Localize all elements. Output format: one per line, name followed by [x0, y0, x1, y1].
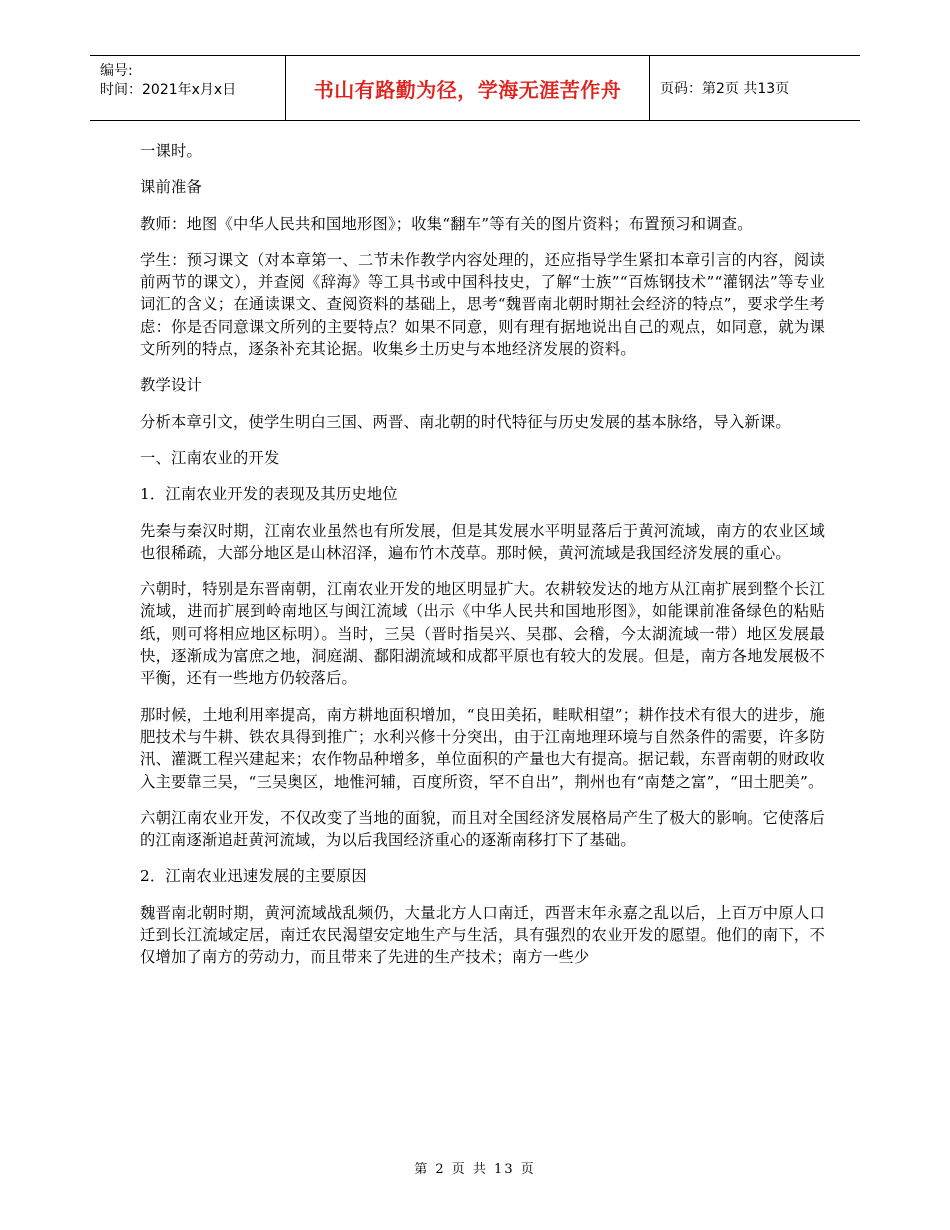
- header-page-info: 页码：第2页 共13页: [660, 81, 790, 97]
- paragraph: 魏晋南北朝时期，黄河流域战乱频仍，大量北方人口南迁，西晋末年永嘉之乱以后，上百万中原人口迁到长江流域定居，南迁农民渴望安定地生产与生活，具有强烈的农业开发的愿望。他们的南下，不仅增加了南方的劳动力，而且带来了先进的生产技术；南方一些少: [140, 903, 825, 967]
- paragraph: 先秦与秦汉时期，江南农业虽然也有所发展，但是其发展水平明显落后于黄河流域，南方的农业区域也很稀疏，大部分地区是山林沼泽，遍布竹木茂草。那时候，黄河流域是我国经济发展的重心。: [140, 521, 825, 562]
- page-footer: 第 2 页 共 13 页: [414, 1162, 536, 1177]
- document-date: 时间：2021年x月x日: [100, 82, 237, 98]
- paragraph: 教师：地图《中华人民共和国地形图》；收集“翻车”等有关的图片资料；布置预习和调查。: [140, 214, 753, 233]
- paragraph: 分析本章引文，使学生明白三国、两晋、南北朝的时代特征与历史发展的基本脉络，导入新课。: [140, 412, 791, 431]
- header-motto: 书山有路勤为径，学海无涯苦作舟: [285, 56, 650, 120]
- document-number-label: 编号:: [100, 63, 133, 79]
- paragraph: 那时候，土地利用率提高，南方耕地面积增加，“良田美拓，畦畎相望”；耕作技术有很大的进步，施肥技术与牛耕、铁农具得到推广；水利兴修十分突出，由于江南地理环境与自然条件的需要，许多防汛、灌溉工程兴建起来；农作物品种增多，单位面积的产量也大有提高。据记载，东晋南朝的财政收入主要靠三吴，“三吴奥区，地惟河辅，百度所资，罕不自出”，荆州也有“南楚之富”，“田土肥美”。: [140, 705, 825, 791]
- subsection-heading: 1．江南农业开发的表现及其历史地位: [140, 485, 398, 504]
- section-heading: 一、江南农业的开发: [140, 448, 280, 467]
- document-body: [140, 140, 825, 983]
- header-meta: [90, 56, 285, 120]
- paragraph: 学生：预习课文（对本章第一、二节未作教学内容处理的，还应指导学生紧扣本章引言的内容，阅读前两节的课文），并查阅《辞海》等工具书或中国科技史，了解“士族”“百炼钢技术”“灌钢法”等专业词汇的含义；在通读课文、查阅资料的基础上，思考“魏晋南北朝时期社会经济的特点”，要求学生考虑：你是否同意课文所列的主要特点？如果不同意，则有理有据地说出自己的观点，如同意，就为课文所列的特点，逐条补充其论据。收集乡土历史与本地经济发展的资料。: [140, 250, 825, 359]
- section-heading: 课前准备: [140, 178, 202, 197]
- paragraph: 六朝江南农业开发，不仅改变了当地的面貌，而且对全国经济发展格局产生了极大的影响。它使落后的江南逐渐追赶黄河流域，为以后我国经济重心的逐渐南移打下了基础。: [140, 808, 825, 850]
- paragraph: 六朝时，特别是东晋南朝，江南农业开发的地区明显扩大。农耕较发达的地方从江南扩展到整个长江流域，进而扩展到岭南地区与闽江流域（出示《中华人民共和国地形图》，如能课前准备绿色的粘贴纸，则可将相应地区标明）。当时，三吴（晋时指吴兴、吴郡、会稽，今太湖流域一带）地区发展最快，逐渐成为富庶之地，洞庭湖、鄱阳湖流域和成都平原也有较大的发展。但是，南方各地发展极不平衡，还有一些地方仍较落后。: [140, 580, 825, 688]
- subsection-heading: 2．江南农业迅速发展的主要原因: [140, 867, 367, 886]
- paragraph: 一课时。: [140, 142, 202, 160]
- section-heading: 教学设计: [140, 376, 202, 395]
- page-header: [90, 55, 860, 121]
